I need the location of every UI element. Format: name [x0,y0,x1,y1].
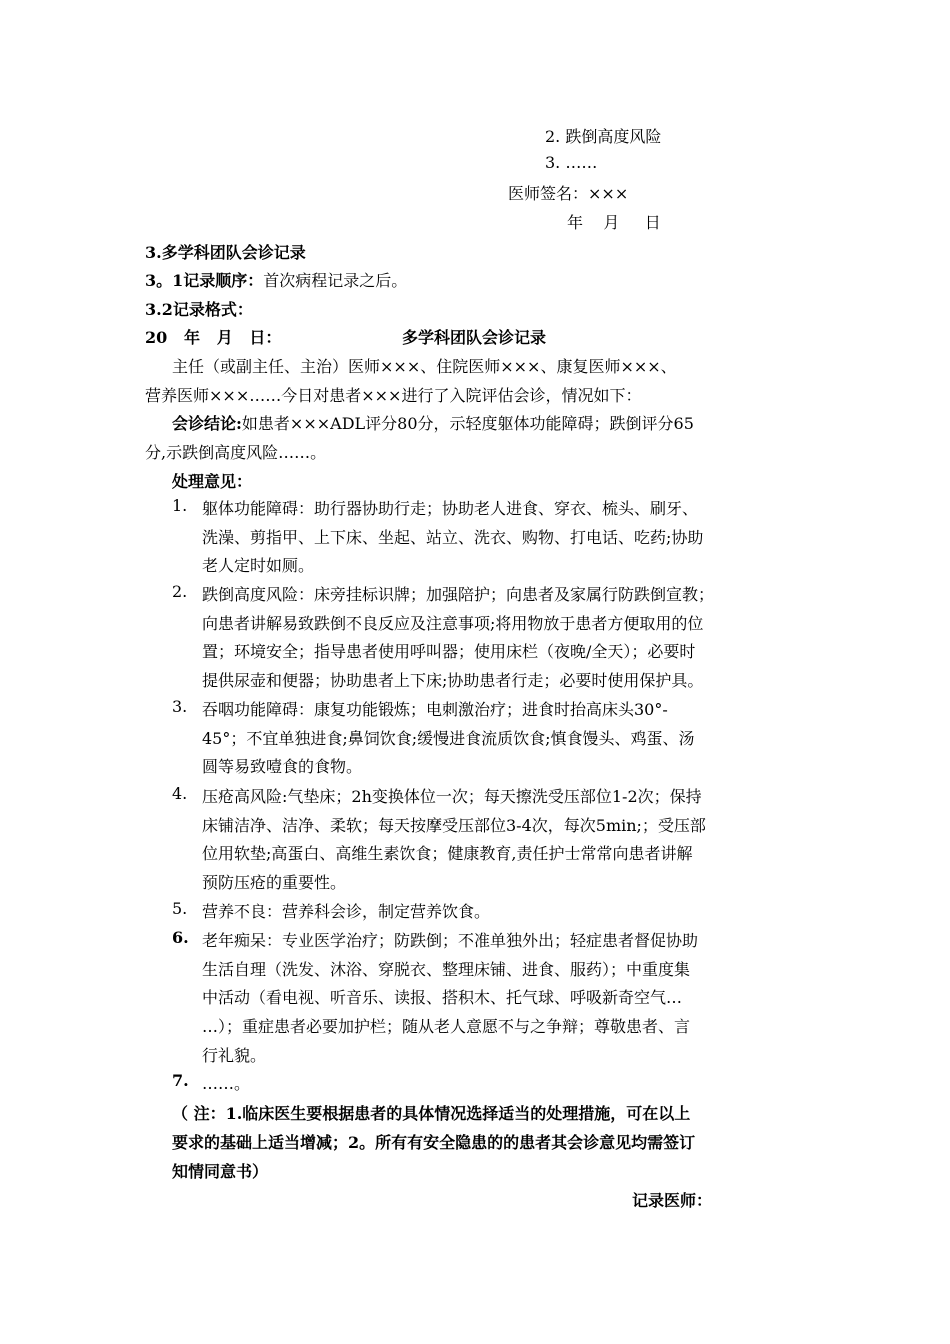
conclusion-label: 会诊结论: [172,414,242,433]
list-item-text: 位用软垫;高蛋白、高维生素饮食；健康教育,责任护士常常向患者讲解 [202,844,693,864]
doctor-signature: 医师签名：××× [508,184,629,203]
note-line-3: 知情同意书） [172,1162,269,1181]
list-item-text: 行礼貌。 [202,1045,267,1065]
record-order-text: 首次病程记录之后。 [263,271,408,290]
list-item-text: 圆等易致噎食的食物。 [202,757,363,777]
list-item-text: 生活自理（洗发、沐浴、穿脱衣、整理床铺、进食、服药）；中重度集 [202,959,691,979]
list-item-number: 3. [172,697,188,716]
conclusion-line-1 [172,411,694,434]
recorder-label: 记录医师： [632,1191,713,1210]
list-item-text: 跌倒高度风险：床旁挂标识牌；加强陪护；向患者及家属行防跌倒宣教； [202,585,715,604]
list-item-text: 老年痴呆：专业医学治疗；防跌倒；不准单独外出；轻症患者督促协助 [202,931,699,950]
list-item-text: 预防压疮的重要性。 [202,873,347,893]
list-item-number: 6. [172,928,189,947]
conclusion-text: 如患者×××ADL评分80分，示轻度躯体功能障碍；跌倒评分65 [241,414,694,433]
conclusion-line-2: 分,示跌倒高度风险……。 [145,443,327,462]
list-item-text: ……。 [202,1074,251,1093]
list-item-text: 吞咽功能障碍：康复功能锻炼；电刺激治疗；进食时抬高床头30°- [202,700,668,719]
list-item-text: 中活动（看电视、听音乐、读报、搭积木、托气球、呼吸新奇空气… [202,988,683,1008]
note-line-1: （ 注：1.临床医生要根据患者的具体情况选择适当的处理措施，可在以上 [172,1104,691,1123]
list-item-text: 洗澡、剪指甲、上下床、坐起、站立、洗衣、购物、打电话、吃药;协助 [202,527,704,547]
list-item-number: 7. [172,1071,189,1090]
list-item-text: 45°；不宜单独进食;鼻饲饮食;缓慢进食流质饮食;慎食馒头、鸡蛋、汤 [202,728,695,748]
list-item-number: 2. [172,582,188,601]
list-item-text: …）；重症患者必要加护栏；随从老人意愿不与之争辩；尊敬患者、言 [202,1017,691,1037]
opinion-label: 处理意见： [172,472,253,491]
list-item-3: 3. …… [545,153,598,172]
list-item-text: 老人定时如厕。 [202,556,315,576]
list-item-text: 压疮高风险:气垫床；2h变换体位一次；每天擦洗受压部位1-2次；保持 [202,787,702,806]
note-line-2: 要求的基础上适当增减；2。所有有安全隐患的的患者其会诊意见均需签订 [172,1133,696,1152]
list-item-text: 营养不良：营养科会诊，制定营养饮食。 [202,902,491,921]
record-date: 20 年 月 日： [145,328,282,347]
intro-line-1: 主任（或副主任、主治）医师×××、住院医师×××、康复医师×××、 [172,357,677,376]
record-order-label: 3。1记录顺序： [145,271,264,290]
section-title: 3.多学科团队会诊记录 [145,243,306,262]
signature-date: 年 月 日 [567,213,661,232]
list-item-text: 提供尿壶和便器；协助患者上下床;协助患者行走；必要时使用保护具。 [202,671,704,691]
record-format-label: 3.2记录格式： [145,300,253,319]
list-item-number: 1. [172,496,188,515]
list-item-2: 2. 跌倒高度风险 [545,127,662,146]
list-item-number: 5. [172,899,188,918]
list-item-text: 向患者讲解易致跌倒不良反应及注意事项;将用物放于患者方便取用的位 [202,613,704,633]
list-item-text: 躯体功能障碍：助行器协助行走；协助老人进食、穿衣、梳头、刷牙、 [202,499,699,518]
intro-line-2: 营养医师×××……今日对患者×××进行了入院评估会诊，情况如下： [145,386,642,405]
record-heading: 多学科团队会诊记录 [402,328,547,347]
list-item-number: 4. [172,784,188,803]
list-item-text: 置；环境安全；指导患者使用呼叫器；使用床栏（夜晚/全天）；必要时 [202,642,696,662]
list-item-text: 床铺洁净、洁净、柔软；每天按摩受压部位3-4次，每次5min;；受压部 [202,815,706,835]
record-order [145,268,407,291]
